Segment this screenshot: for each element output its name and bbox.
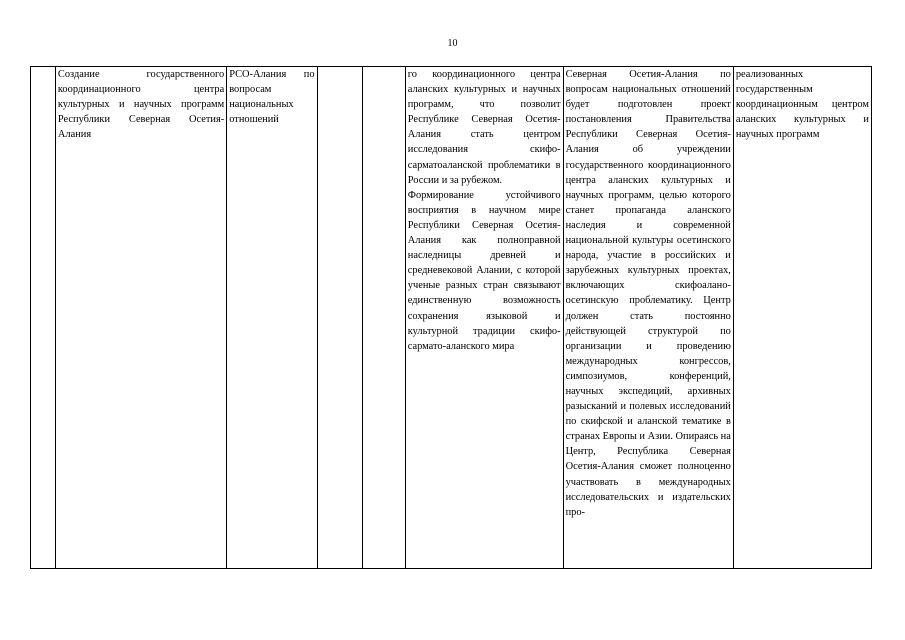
page-number: 10 <box>447 38 458 49</box>
cell-number <box>31 67 56 569</box>
cell-indicator: реализованных государственным координационным центром аланских культурных и научных программ <box>733 67 871 569</box>
cell-mechanism: Северная Осетия-Алания по вопросам национальных отношений будет подготовлен проект постановления Правительства Республики Северная Осетия-Алания об учреждении государственного координационного центра аланских культурных и научных программ, целью которого станет пропаганда аланского наследия и современной национальной культуры осетинского народа, участие в российских и зарубежных культурных проектах, включающих скифоалано-осетинскую проблематику. Центр должен стать постоянно действующей структурой по организации и проведению международных конгрессов, симпозиумов, конференций, научных экспедиций, архивных разысканий и полевых исследований по скифской и аланской тематике в странах Европы и Азии. Опираясь на Центр, Республика Северная Осетия-Алания сможет полноценно участвовать в международных исследовательских и издательских про- <box>563 67 733 569</box>
plan-table <box>30 66 872 569</box>
expected-result-paragraph-2: Формирование устойчивого восприятия в научном мире Республики Северная Осетия-Алания как полноправной наследницы древней и средневековой Алании, с которой ученые разных стран связывают единственную возможность сохранения языковой и культурной традиции скифо-сармато-аланского мира <box>407 189 561 352</box>
expected-result-paragraph-1: го координационного центра аланских культурных и научных программ, что позволит Республике Северная Осетия-Алания стать центром исследования скифо-сарматоаланской проблематики в России и за рубежом. <box>407 69 561 186</box>
table-row <box>31 67 872 569</box>
cell-period <box>317 67 363 569</box>
cell-responsible: РСО-Алания по вопросам национальных отношений <box>227 67 317 569</box>
cell-measure: Создание государственного координационного центра культурных и научных программ Республики Северная Осетия-Алания <box>55 67 226 569</box>
cell-expected-result <box>405 67 563 569</box>
cell-funding <box>363 67 406 569</box>
